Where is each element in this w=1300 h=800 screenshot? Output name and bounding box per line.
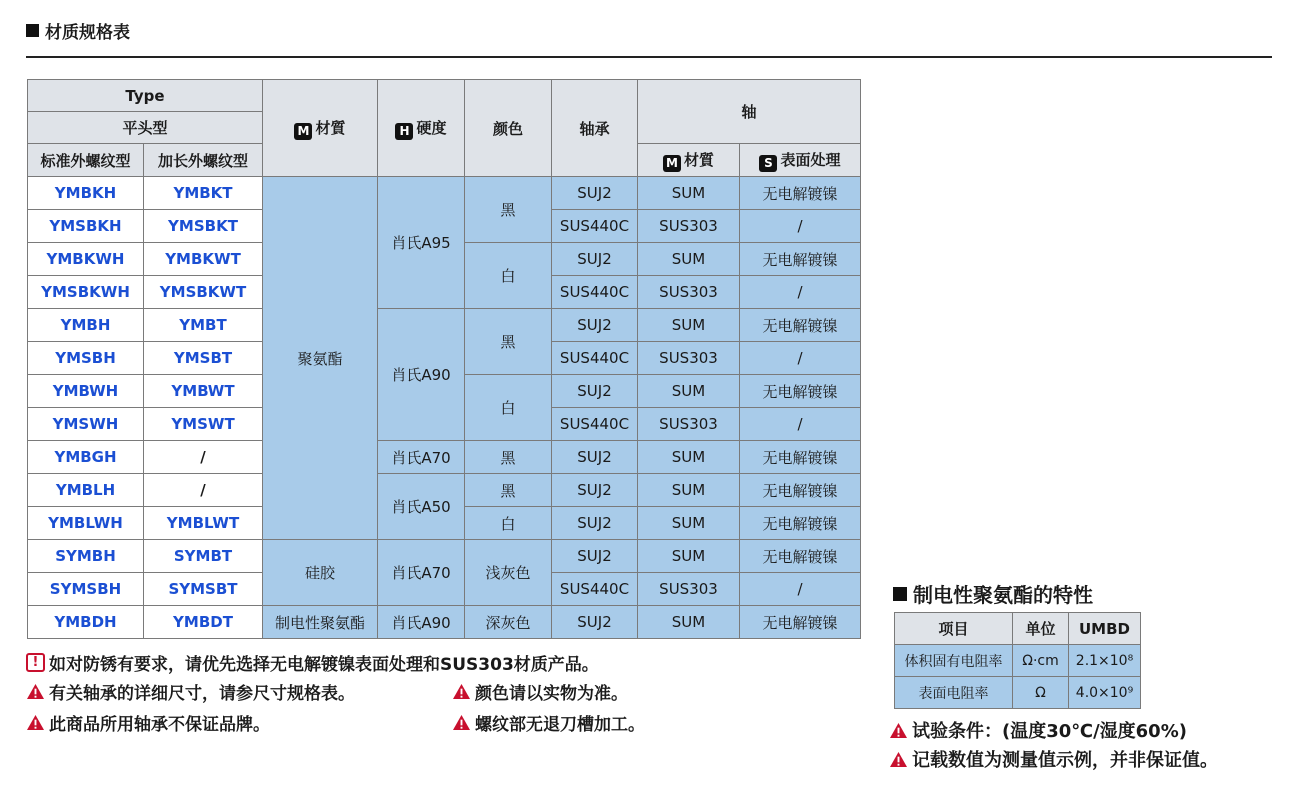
ext-type-cell: YMSBT (144, 342, 263, 375)
std-type-cell: SYMSBH (28, 573, 144, 606)
bearing-cell: SUJ2 (552, 606, 638, 639)
ext-type-cell: SYMBT (144, 540, 263, 573)
header-color: 颜色 (465, 80, 552, 177)
surface-cell: 无电解镀镍 (740, 606, 861, 639)
char-header-item: 项目 (895, 613, 1013, 645)
ext-type-cell: YMBT (144, 309, 263, 342)
std-type-cell: YMSBKWH (28, 276, 144, 309)
warning-icon (452, 683, 471, 700)
std-type-cell: YMBLH (28, 474, 144, 507)
surface-cell: 无电解镀镍 (740, 243, 861, 276)
hardness-h-icon: H (395, 123, 413, 140)
header-shaft-material: M 材質 (638, 144, 740, 177)
ext-type-cell: YMBWT (144, 375, 263, 408)
surface-cell: / (740, 408, 861, 441)
ext-type-cell: YMBLWT (144, 507, 263, 540)
header-bearing: 轴承 (552, 80, 638, 177)
shaft-material-cell: SUS303 (638, 342, 740, 375)
hardness-cell: 肖氏A90 (378, 606, 465, 639)
warning-icon (452, 714, 471, 731)
char-unit-cell: Ω·cm (1013, 645, 1069, 677)
note-bearing-size: 有关轴承的详细尺寸，请参尺寸规格表。 (26, 679, 355, 704)
surface-cell: / (740, 210, 861, 243)
warning-icon (26, 683, 45, 700)
shaft-material-cell: SUM (638, 309, 740, 342)
char-item-cell: 表面电阻率 (895, 677, 1013, 709)
hardness-cell: 肖氏A70 (378, 540, 465, 606)
shaft-material-cell: SUS303 (638, 408, 740, 441)
std-type-cell: YMBH (28, 309, 144, 342)
surface-cell: 无电解镀镍 (740, 441, 861, 474)
material-cell: 硅胶 (263, 540, 378, 606)
table-row (895, 645, 1141, 677)
table-row (28, 309, 861, 342)
std-type-cell: YMBGH (28, 441, 144, 474)
bearing-cell: SUJ2 (552, 540, 638, 573)
surface-cell: 无电解镀镍 (740, 474, 861, 507)
surface-cell: / (740, 342, 861, 375)
color-cell: 深灰色 (465, 606, 552, 639)
char-header-value: UMBD (1069, 613, 1141, 645)
bearing-cell: SUJ2 (552, 474, 638, 507)
color-cell: 黑 (465, 441, 552, 474)
hardness-cell: 肖氏A70 (378, 441, 465, 474)
color-cell: 浅灰色 (465, 540, 552, 606)
std-type-cell: YMBLWH (28, 507, 144, 540)
bearing-cell: SUJ2 (552, 375, 638, 408)
table-row (895, 677, 1141, 709)
ext-type-cell: / (144, 474, 263, 507)
characteristics-table (894, 612, 1141, 709)
exclamation-box-icon: ! (26, 653, 45, 672)
warning-icon (26, 714, 45, 731)
warning-icon (889, 751, 908, 768)
material-cell: 聚氨酯 (263, 177, 378, 540)
surface-cell: 无电解镀镍 (740, 309, 861, 342)
char-value-cell: 4.0×10⁹ (1069, 677, 1141, 709)
char-item-cell: 体积固有电阻率 (895, 645, 1013, 677)
color-cell: 白 (465, 375, 552, 441)
note-brand: 此商品所用轴承不保证品牌。 (26, 710, 270, 735)
shaft-material-cell: SUM (638, 540, 740, 573)
bearing-cell: SUJ2 (552, 309, 638, 342)
section-title (26, 18, 130, 43)
hardness-cell: 肖氏A90 (378, 309, 465, 441)
table-row (28, 441, 861, 474)
std-type-cell: YMBKH (28, 177, 144, 210)
material-m-icon: M (294, 123, 312, 140)
color-cell: 白 (465, 507, 552, 540)
ext-type-cell: YMSBKT (144, 210, 263, 243)
std-type-cell: YMSBKH (28, 210, 144, 243)
bearing-cell: SUS440C (552, 342, 638, 375)
color-cell: 白 (465, 243, 552, 309)
shaft-material-cell: SUS303 (638, 573, 740, 606)
title-divider (26, 56, 1272, 58)
shaft-material-cell: SUM (638, 606, 740, 639)
square-bullet-icon (893, 587, 907, 601)
section-title-text: 材质规格表 (45, 23, 130, 43)
bearing-cell: SUS440C (552, 573, 638, 606)
table-row (28, 474, 861, 507)
color-cell: 黑 (465, 177, 552, 243)
header-ext-thread: 加长外螺纹型 (144, 144, 263, 177)
std-type-cell: SYMBH (28, 540, 144, 573)
table-row (28, 177, 861, 210)
ext-type-cell: YMSBKWT (144, 276, 263, 309)
bearing-cell: SUJ2 (552, 441, 638, 474)
std-type-cell: YMSBH (28, 342, 144, 375)
ext-type-cell: YMBDT (144, 606, 263, 639)
header-type: Type (28, 80, 263, 112)
surface-cell: / (740, 573, 861, 606)
surface-cell: 无电解镀镍 (740, 540, 861, 573)
note-rust: ! 如对防锈有要求，请优先选择无电解镀镍表面处理和SUS303材质产品。 (26, 650, 599, 675)
bearing-cell: SUS440C (552, 408, 638, 441)
bearing-cell: SUJ2 (552, 243, 638, 276)
note-color: 颜色请以实物为准。 (452, 679, 628, 704)
std-type-cell: YMBDH (28, 606, 144, 639)
shaft-material-m-icon: M (663, 155, 681, 172)
header-std-thread: 标准外螺纹型 (28, 144, 144, 177)
shaft-material-cell: SUM (638, 507, 740, 540)
warning-icon (889, 722, 908, 739)
ext-type-cell: / (144, 441, 263, 474)
shaft-material-cell: SUS303 (638, 276, 740, 309)
note-values-disclaimer: 记载数值为测量值示例，并非保证值。 (889, 746, 1218, 772)
ext-type-cell: YMSWT (144, 408, 263, 441)
surface-cell: 无电解镀镍 (740, 507, 861, 540)
char-unit-cell: Ω (1013, 677, 1069, 709)
header-shaft: 轴 (638, 80, 861, 144)
shaft-material-cell: SUM (638, 474, 740, 507)
shaft-material-cell: SUM (638, 375, 740, 408)
char-header-unit: 单位 (1013, 613, 1069, 645)
square-bullet-icon (26, 24, 39, 37)
hardness-cell: 肖氏A95 (378, 177, 465, 309)
header-hardness: H 硬度 (378, 80, 465, 177)
characteristics-title: 制电性聚氨酯的特性 (893, 579, 1093, 608)
surface-cell: / (740, 276, 861, 309)
color-cell: 黑 (465, 474, 552, 507)
std-type-cell: YMBKWH (28, 243, 144, 276)
bearing-cell: SUJ2 (552, 507, 638, 540)
shaft-material-cell: SUM (638, 177, 740, 210)
note-test-conditions: 试验条件：(温度30℃/湿度60%) (889, 717, 1187, 743)
material-cell: 制电性聚氨酯 (263, 606, 378, 639)
shaft-material-cell: SUS303 (638, 210, 740, 243)
header-flat-head: 平头型 (28, 112, 263, 144)
surface-cell: 无电解镀镍 (740, 375, 861, 408)
surface-cell: 无电解镀镍 (740, 177, 861, 210)
bearing-cell: SUS440C (552, 276, 638, 309)
material-spec-table (27, 79, 861, 639)
note-thread: 螺纹部无退刀槽加工。 (452, 710, 645, 735)
bearing-cell: SUS440C (552, 210, 638, 243)
header-surface: S 表面处理 (740, 144, 861, 177)
hardness-cell: 肖氏A50 (378, 474, 465, 540)
ext-type-cell: YMBKT (144, 177, 263, 210)
std-type-cell: YMSWH (28, 408, 144, 441)
color-cell: 黑 (465, 309, 552, 375)
table-row (28, 606, 861, 639)
bearing-cell: SUJ2 (552, 177, 638, 210)
shaft-material-cell: SUM (638, 243, 740, 276)
shaft-material-cell: SUM (638, 441, 740, 474)
ext-type-cell: YMBKWT (144, 243, 263, 276)
header-material: M 材質 (263, 80, 378, 177)
table-row (28, 540, 861, 573)
char-value-cell: 2.1×10⁸ (1069, 645, 1141, 677)
surface-s-icon: S (759, 155, 777, 172)
ext-type-cell: SYMSBT (144, 573, 263, 606)
std-type-cell: YMBWH (28, 375, 144, 408)
